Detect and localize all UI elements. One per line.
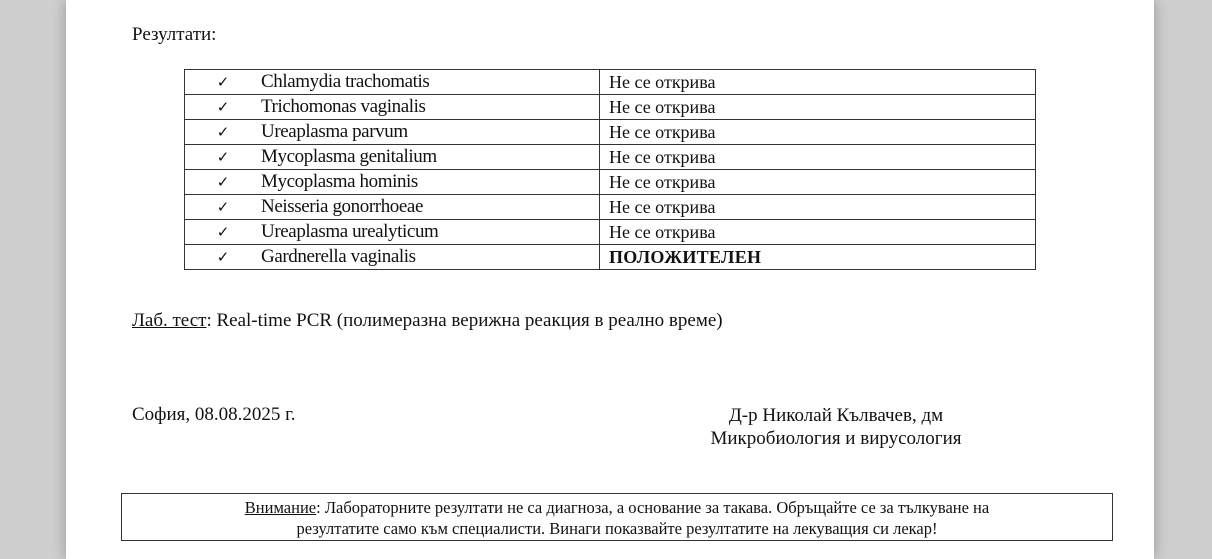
table-row	[185, 195, 1036, 220]
lab-test-separator: :	[206, 310, 217, 331]
result-cell: Не се открива	[600, 145, 1036, 170]
check-mark-icon: ✓	[216, 223, 230, 241]
organism-name: Chlamydia trachomatis	[261, 71, 430, 92]
organism-cell	[185, 195, 600, 220]
table-row	[185, 95, 1036, 120]
check-mark-icon: ✓	[216, 173, 230, 191]
document-page	[66, 0, 1154, 559]
organism-name: Mycoplasma hominis	[261, 171, 418, 192]
results-table	[184, 69, 1036, 270]
organism-cell	[185, 70, 600, 95]
organism-name: Gardnerella vaginalis	[261, 246, 416, 267]
result-cell-positive: ПОЛОЖИТЕЛЕН	[600, 245, 1036, 270]
organism-cell	[185, 245, 600, 270]
result-cell: Не се открива	[600, 120, 1036, 145]
check-mark-icon: ✓	[216, 73, 230, 91]
place-date: София, 08.08.2025 г.	[132, 404, 296, 425]
organism-name: Neisseria gonorrhoeae	[261, 196, 423, 217]
organism-cell	[185, 95, 600, 120]
notice-text-2: резултатите само към специалисти. Винаги показвайте резултатите на лекуващия си лекар!	[296, 519, 938, 538]
table-row	[185, 220, 1036, 245]
organism-cell	[185, 170, 600, 195]
organism-cell	[185, 145, 600, 170]
doctor-specialty: Микробиология и вирусология	[710, 428, 962, 449]
results-heading: Резултати:	[132, 24, 217, 45]
organism-name: Mycoplasma genitalium	[261, 146, 437, 167]
organism-name: Ureaplasma urealyticum	[261, 221, 439, 242]
check-mark-icon: ✓	[216, 98, 230, 116]
check-mark-icon: ✓	[216, 123, 230, 141]
notice-line-1	[122, 497, 1112, 518]
check-mark-icon: ✓	[216, 248, 230, 266]
result-cell: Не се открива	[600, 170, 1036, 195]
result-cell: Не се открива	[600, 220, 1036, 245]
table-row	[185, 170, 1036, 195]
doctor-name: Д-р Николай Кълвачев, дм	[728, 405, 944, 426]
notice-text-1: : Лабораторните резултати не са диагноза, а основание за такава. Обръщайте се за тълкуване на	[316, 498, 990, 517]
notice-box	[121, 493, 1113, 541]
notice-label: Внимание	[244, 498, 317, 517]
check-mark-icon: ✓	[216, 198, 230, 216]
organism-name: Ureaplasma parvum	[261, 121, 408, 142]
results-table-body	[185, 70, 1036, 270]
table-row	[185, 245, 1036, 270]
organism-cell	[185, 220, 600, 245]
result-cell: Не се открива	[600, 70, 1036, 95]
result-cell: Не се открива	[600, 95, 1036, 120]
check-mark-icon: ✓	[216, 148, 230, 166]
lab-test-label: Лаб. тест	[132, 310, 207, 331]
organism-name: Trichomonas vaginalis	[261, 96, 426, 117]
signature-block	[686, 404, 986, 450]
table-row	[185, 70, 1036, 95]
lab-test-line	[132, 310, 723, 332]
lab-test-value: Real-time PCR (полимеразна верижна реакция в реално време)	[216, 310, 723, 331]
result-cell: Не се открива	[600, 195, 1036, 220]
table-row	[185, 120, 1036, 145]
organism-cell	[185, 120, 600, 145]
table-row	[185, 145, 1036, 170]
